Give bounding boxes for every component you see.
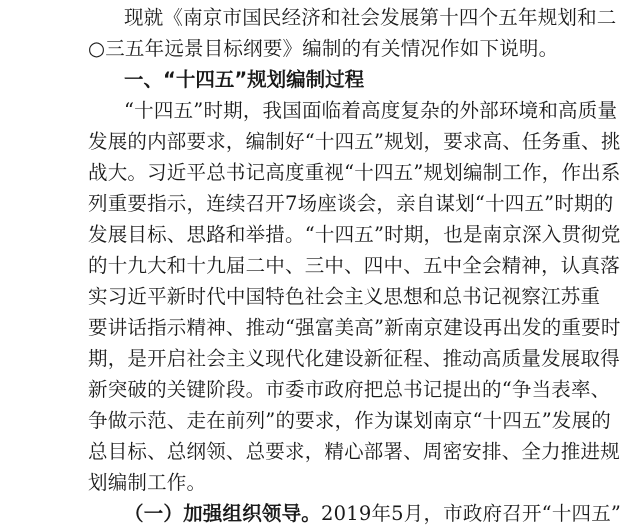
body-line-9: 期，是开启社会主义现代化建设新征程、推动高质量发展取得 (88, 347, 620, 370)
body-line-3: 战大。习近平总书记高度重视“十四五”规划编制工作，作出系 (88, 161, 621, 184)
body-line-4: 列重要指示，连续召开7场座谈会，亲自谋划“十四五”时期的 (88, 192, 614, 215)
intro-line-2: ○三五年远景目标纲要》编制的有关情况作如下说明。 (88, 37, 559, 60)
body-line-12: 总目标、总纲领、总要求，精心部署、周密安排、全力推进规 (88, 440, 620, 463)
subsection-text: 2019年5月，市政府召开“十四五” (321, 502, 622, 525)
body-line-8: 要讲话指示精神、推动“强富美高”新南京建设再出发的重要时 (88, 316, 621, 339)
body-line-1: “十四五”时期，我国面临着高度复杂的外部环境和高质量 (124, 99, 618, 122)
section-heading: 一、“十四五”规划编制过程 (124, 68, 365, 91)
subsection-line (124, 499, 622, 529)
subsection-lead: （一）加强组织领导。 (124, 502, 322, 525)
body-line-7: 实习近平新时代中国特色社会主义思想和总书记视察江苏重 (88, 285, 601, 308)
body-line-11: 争做示范、走在前列”的要求，作为谋划南京“十四五”发展的 (88, 409, 612, 432)
body-line-2: 发展的内部要求，编制好“十四五”规划，要求高、任务重、挑 (88, 130, 621, 153)
body-line-5: 发展目标、思路和举措。“十四五”时期，也是南京深入贯彻党 (88, 223, 621, 246)
body-line-6: 的十九大和十九届二中、三中、四中、五中全会精神，认真落 (88, 254, 620, 277)
intro-line-1: 现就《南京市国民经济和社会发展第十四个五年规划和二 (124, 6, 617, 29)
body-line-13: 划编制工作。 (88, 471, 207, 494)
body-line-10: 新突破的关键阶段。市委市政府把总书记提出的“争当表率、 (88, 378, 611, 401)
